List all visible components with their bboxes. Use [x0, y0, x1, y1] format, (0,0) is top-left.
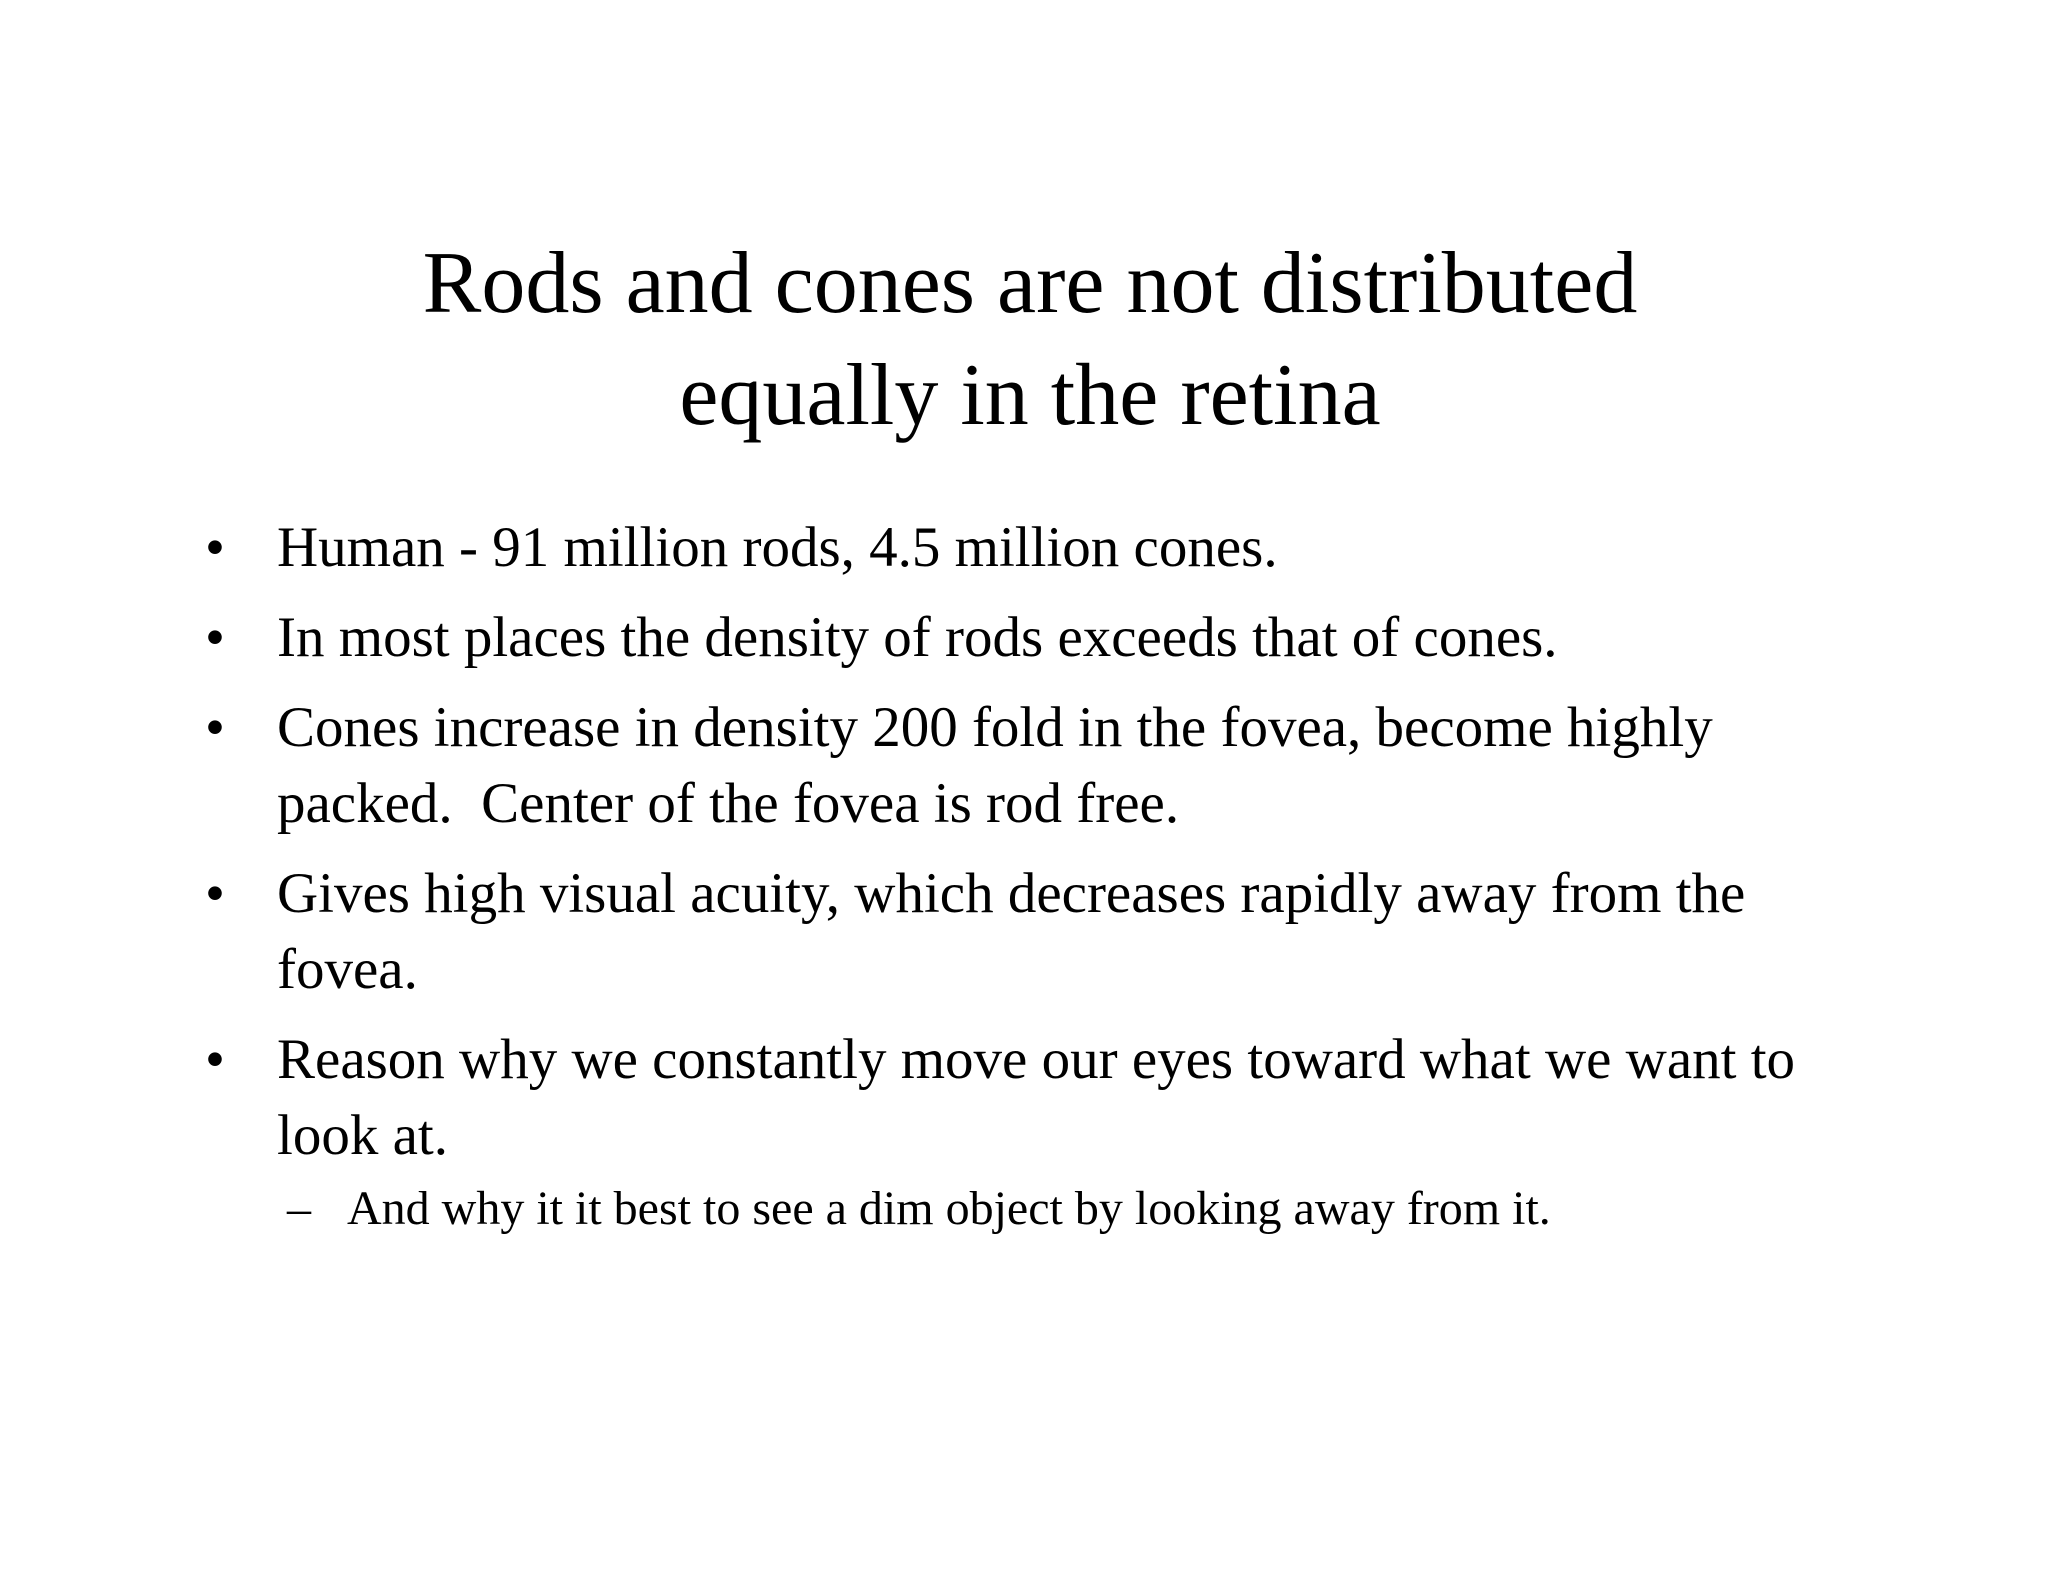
bullet-item-1 — [205, 510, 1845, 586]
subbullet-text: And why it it best to see a dim object by looking away from it. — [347, 1182, 1551, 1235]
slide-title — [230, 228, 1830, 452]
bullet-text: Gives high visual acuity, which decreases rapidly away from the fovea. — [277, 862, 1746, 1001]
bullet-text: Reason why we constantly move our eyes toward what we want to look at. — [277, 1028, 1796, 1167]
bullet-item-2 — [205, 600, 1845, 676]
bullet-item-3 — [205, 690, 1845, 842]
bullet-dot-icon: • — [205, 696, 225, 759]
bullet-item-5 — [205, 1022, 1845, 1240]
bullet-list — [205, 510, 1845, 1254]
bullet-dot-icon: • — [205, 1028, 225, 1091]
subbullet-item-1 — [287, 1178, 1845, 1240]
bullet-dot-icon: • — [205, 606, 225, 669]
bullet-text: Human - 91 million rods, 4.5 million cones. — [277, 516, 1278, 579]
bullet-item-4 — [205, 856, 1845, 1008]
subbullet-list — [277, 1178, 1845, 1240]
slide-title-line-2: equally in the retina — [679, 347, 1381, 444]
bullet-dot-icon: • — [205, 516, 225, 579]
bullet-dot-icon: • — [205, 862, 225, 925]
slide-title-line-1: Rods and cones are not distributed — [422, 235, 1638, 332]
bullet-text: In most places the density of rods exceeds that of cones. — [277, 606, 1558, 669]
bullet-text: Cones increase in density 200 fold in the fovea, become highly packed. Center of the fovea is rod free. — [277, 696, 1727, 835]
dash-icon: – — [287, 1182, 311, 1235]
